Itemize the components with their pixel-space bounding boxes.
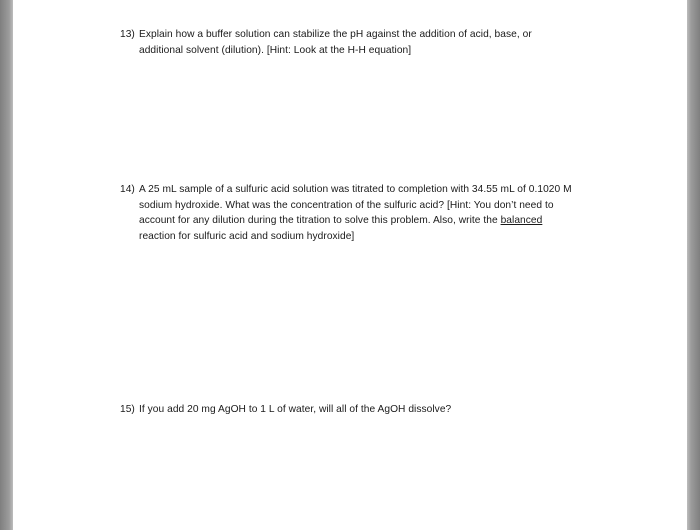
question-14-line-3 [120,213,610,229]
question-15-text-1: If you add 20 mg AgOH to 1 L of water, will all of the AgOH dissolve? [139,404,452,415]
question-15-line-1 [120,402,610,418]
document-page [13,0,687,530]
question-13-number: 13) [120,29,135,40]
question-14-text-1: A 25 mL sample of a sulfuric acid solution was titrated to completion with 34.55 mL of 0.1020 M [139,184,572,195]
question-14 [120,182,610,244]
balanced-underlined-word: balanced [500,215,543,226]
question-14-text-3: account for any dilution during the titration to solve this problem. Also, write the [139,215,501,226]
question-14-line-1 [120,182,610,198]
right-margin-bar [687,0,700,530]
question-14-line-4: reaction for sulfuric acid and sodium hydroxide] [139,230,355,242]
question-15 [120,402,610,418]
question-14-line-2: sodium hydroxide. What was the concentration of the sulfuric acid? [Hint: You don’t need to [139,199,554,211]
question-13-line-1 [120,27,610,43]
question-15-number: 15) [120,404,135,415]
question-14-number: 14) [120,184,135,195]
question-13-text-1: Explain how a buffer solution can stabilize the pH against the addition of acid, base, or [139,29,532,40]
question-13 [120,27,610,58]
left-margin-bar [0,0,13,530]
question-13-line-2: additional solvent (dilution). [Hint: Look at the H-H equation] [139,44,412,56]
